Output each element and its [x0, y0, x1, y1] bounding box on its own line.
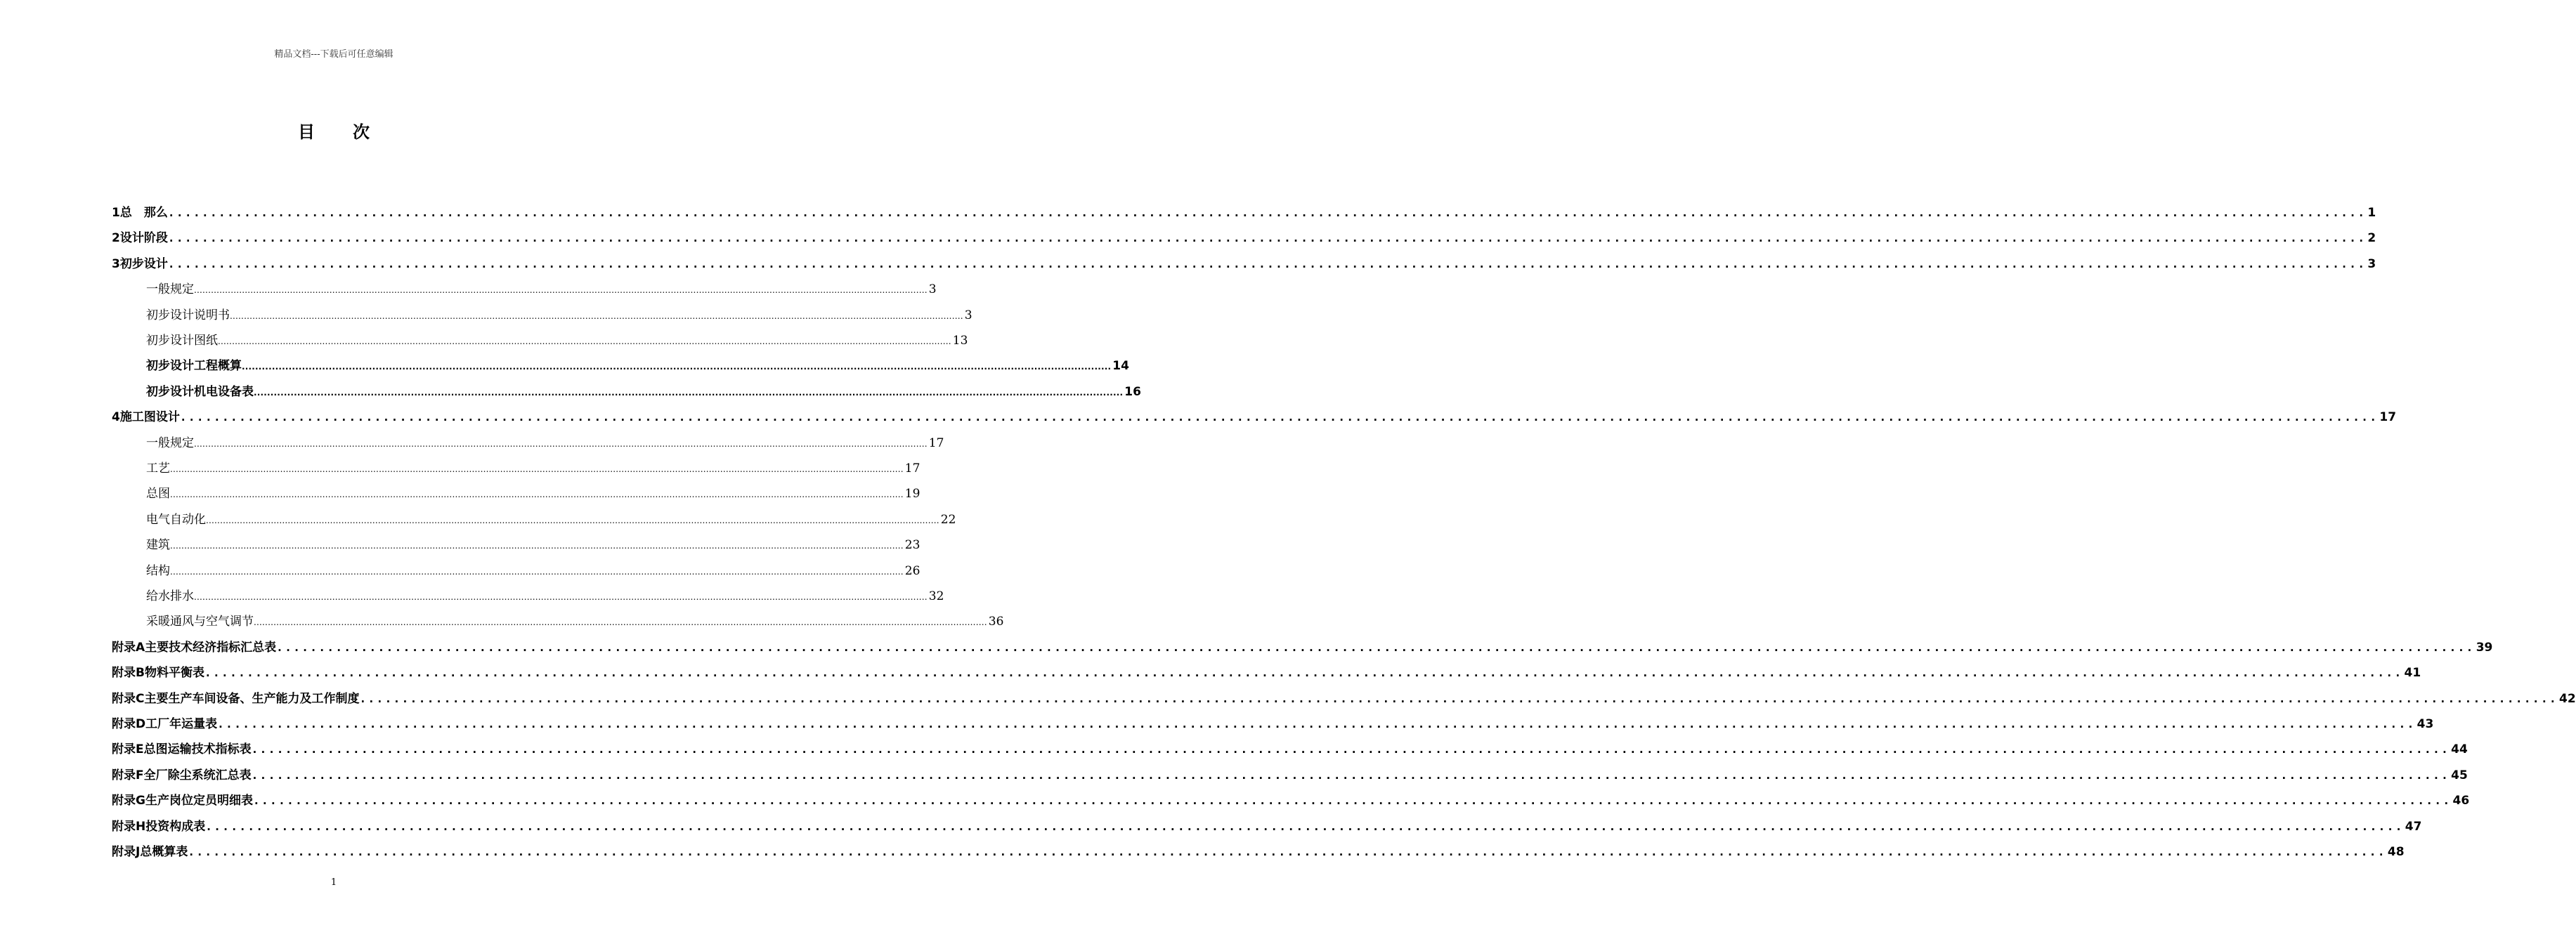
toc-entry[interactable]	[112, 714, 2434, 735]
toc-entry-label: 工艺	[146, 461, 170, 476]
toc-entry-label: 初步设计机电设备表	[146, 384, 254, 399]
toc-entry-page: 3	[964, 308, 972, 322]
toc-entry-number: 附录A	[112, 640, 145, 655]
toc-leader-dots: ....................................................................................................................................................................................................................................................................	[276, 640, 2475, 654]
toc-entry-label: 主要技术经济指标汇总表	[145, 640, 277, 655]
toc-entry-page: 13	[952, 334, 968, 348]
toc-entry-page: 23	[904, 538, 921, 553]
toc-entry-page: 26	[904, 563, 921, 578]
toc-entry[interactable]	[112, 688, 2576, 709]
toc-leader-dots: ....................................................................................................................................................................................................................................................................	[188, 845, 2386, 858]
toc-entry-page: 22	[940, 512, 956, 527]
toc-leader-dots: ....................................................................................................................................................................................................................................................................	[252, 794, 2452, 808]
toc-entry-page: 1	[2367, 206, 2376, 220]
toc-entry-label: 生产岗位定员明细表	[145, 794, 253, 808]
toc-entry-label: 总概算表	[140, 845, 188, 859]
toc-entry-label: 一般规定	[146, 282, 194, 297]
toc-entry-label: 初步设计	[119, 256, 168, 271]
page-header: 精品文档---下载后可任意编辑	[274, 49, 393, 60]
toc-entry-number: 附录H	[112, 819, 146, 834]
toc-entry[interactable]	[112, 790, 2470, 811]
toc-entry[interactable]	[112, 662, 2421, 683]
toc-entry-page: 47	[2405, 819, 2422, 834]
toc-leader-dots: ....................................................................................................................................................................................................................................................................	[194, 438, 928, 449]
toc-entry-label: 主要生产车间设备、生产能力及工作制度	[144, 691, 360, 706]
toc-entry-page: 17	[928, 435, 944, 450]
toc-entry[interactable]	[112, 739, 2468, 760]
toc-entry-number: 附录G	[112, 794, 145, 808]
toc-entry-page: 16	[1124, 384, 1141, 399]
toc-entry-label: 施工图设计	[119, 410, 180, 425]
toc-leader-dots: ....................................................................................................................................................................................................................................................................	[167, 256, 2367, 270]
toc-entry[interactable]	[112, 816, 2422, 837]
toc-leader-dots: ....................................................................................................................................................................................................................................................................	[251, 768, 2450, 782]
toc-entry-page: 43	[2416, 717, 2434, 731]
toc-entry-page: 2	[2367, 231, 2376, 246]
toc-entry[interactable]	[146, 433, 944, 454]
toc-leader-dots: ....................................................................................................................................................................................................................................................................	[194, 592, 928, 602]
toc-entry[interactable]	[146, 279, 937, 300]
toc-entry[interactable]	[146, 483, 921, 504]
toc-leader-dots: ....................................................................................................................................................................................................................................................................	[254, 617, 987, 628]
toc-entry[interactable]	[146, 458, 921, 479]
toc-leader-dots: ....................................................................................................................................................................................................................................................................	[170, 541, 904, 551]
toc-entry-number: 3	[112, 256, 120, 271]
toc-leader-dots: ....................................................................................................................................................................................................................................................................	[194, 285, 928, 296]
toc-entry-label: 总图运输技术指标表	[143, 742, 252, 757]
toc-entry[interactable]	[112, 841, 2405, 863]
toc-entry-page: 3	[2367, 256, 2376, 271]
toc-entry[interactable]	[112, 407, 2397, 428]
toc-leader-dots: ....................................................................................................................................................................................................................................................................	[206, 515, 939, 525]
toc-entry[interactable]	[146, 330, 968, 351]
toc-title-char-1: 目	[298, 122, 315, 142]
toc-entry-label: 设计阶段	[119, 231, 168, 246]
toc-entry-label: 初步设计说明书	[146, 308, 230, 322]
toc-entry-page: 39	[2476, 640, 2493, 655]
toc-entry-label: 投资构成表	[145, 819, 206, 834]
toc-entry[interactable]	[112, 228, 2376, 249]
toc-entry-number: 2	[112, 231, 120, 246]
toc-entry-label: 物料平衡表	[144, 666, 204, 681]
toc-entry-number: 附录E	[112, 742, 144, 757]
toc-entry-number: 附录F	[112, 768, 144, 782]
toc-leader-dots: ....................................................................................................................................................................................................................................................................	[170, 566, 904, 577]
toc-leader-dots: ....................................................................................................................................................................................................................................................................	[242, 362, 1112, 372]
toc-entry[interactable]	[146, 586, 944, 607]
toc-leader-dots: ....................................................................................................................................................................................................................................................................	[205, 819, 2404, 833]
toc-entry-page: 3	[928, 282, 937, 297]
toc-entry-label: 初步设计工程概算	[146, 359, 242, 374]
toc-entry-page: 44	[2451, 742, 2468, 757]
toc-leader-dots: ....................................................................................................................................................................................................................................................................	[230, 310, 963, 321]
toc-entry-label: 给水排水	[146, 589, 194, 603]
toc-entry-page: 36	[988, 615, 1004, 629]
toc-entry-label: 建筑	[146, 538, 170, 553]
toc-entry[interactable]	[112, 202, 2376, 223]
toc-entry-page: 32	[928, 589, 944, 603]
toc-entry[interactable]	[112, 254, 2376, 275]
toc-leader-dots: ....................................................................................................................................................................................................................................................................	[254, 387, 1124, 398]
toc-entry-number: 附录D	[112, 717, 146, 731]
toc-entry[interactable]	[146, 535, 921, 556]
toc-entry-page: 41	[2404, 666, 2421, 681]
toc-leader-dots: ....................................................................................................................................................................................................................................................................	[170, 464, 904, 474]
toc-entry-number: 4	[112, 410, 120, 425]
toc-entry-label: 一般规定	[146, 435, 194, 450]
toc-entry[interactable]	[112, 765, 2468, 786]
toc-entry[interactable]	[146, 305, 972, 326]
toc-leader-dots: ....................................................................................................................................................................................................................................................................	[204, 666, 2403, 680]
page-number: 1	[330, 877, 337, 888]
toc-entry-number: 1	[112, 206, 120, 220]
toc-leader-dots: ....................................................................................................................................................................................................................................................................	[217, 717, 2416, 730]
toc-leader-dots: ....................................................................................................................................................................................................................................................................	[359, 691, 2558, 705]
toc-entry-label: 工厂年运量表	[145, 717, 218, 731]
toc-entry[interactable]	[146, 355, 1129, 376]
toc-leader-dots: ....................................................................................................................................................................................................................................................................	[167, 206, 2367, 219]
toc-entry-label: 全厂除尘系统汇总表	[143, 768, 252, 782]
toc-leader-dots: ....................................................................................................................................................................................................................................................................	[167, 231, 2367, 245]
toc-entry-label: 采暖通风与空气调节	[146, 615, 254, 629]
toc-entry[interactable]	[146, 381, 1141, 402]
toc-entry[interactable]	[146, 611, 1004, 632]
toc-entry[interactable]	[112, 637, 2493, 658]
toc-entry-label: 电气自动化	[146, 512, 206, 527]
toc-entry-page: 17	[904, 461, 921, 476]
toc-entry-number: 附录B	[112, 666, 145, 681]
toc-entry-page: 48	[2387, 845, 2405, 859]
toc-entry-label: 初步设计图纸	[146, 334, 218, 348]
toc-leader-dots: ....................................................................................................................................................................................................................................................................	[179, 410, 2379, 424]
toc-leader-dots: ....................................................................................................................................................................................................................................................................	[170, 490, 904, 500]
toc-entry-number: 附录C	[112, 691, 145, 706]
toc-entry-page: 42	[2559, 691, 2576, 706]
toc-title	[0, 118, 668, 143]
toc-entry-number: 附录J	[112, 845, 141, 859]
toc-entry-page: 19	[904, 487, 921, 501]
toc-title-char-2: 次	[353, 122, 370, 142]
toc-entry-label: 总图	[146, 487, 170, 501]
toc-entry-page: 17	[2379, 410, 2397, 425]
toc-entry-label: 总 那么	[119, 206, 168, 220]
toc-entry-label: 结构	[146, 563, 170, 578]
toc-entry[interactable]	[146, 560, 921, 582]
toc-leader-dots: ....................................................................................................................................................................................................................................................................	[218, 336, 951, 346]
toc-entry-page: 46	[2452, 794, 2470, 808]
toc-leader-dots: ....................................................................................................................................................................................................................................................................	[251, 742, 2450, 756]
toc-entry-page: 45	[2451, 768, 2468, 782]
toc-entry[interactable]	[146, 509, 956, 530]
toc-entry-page: 14	[1112, 359, 1129, 374]
